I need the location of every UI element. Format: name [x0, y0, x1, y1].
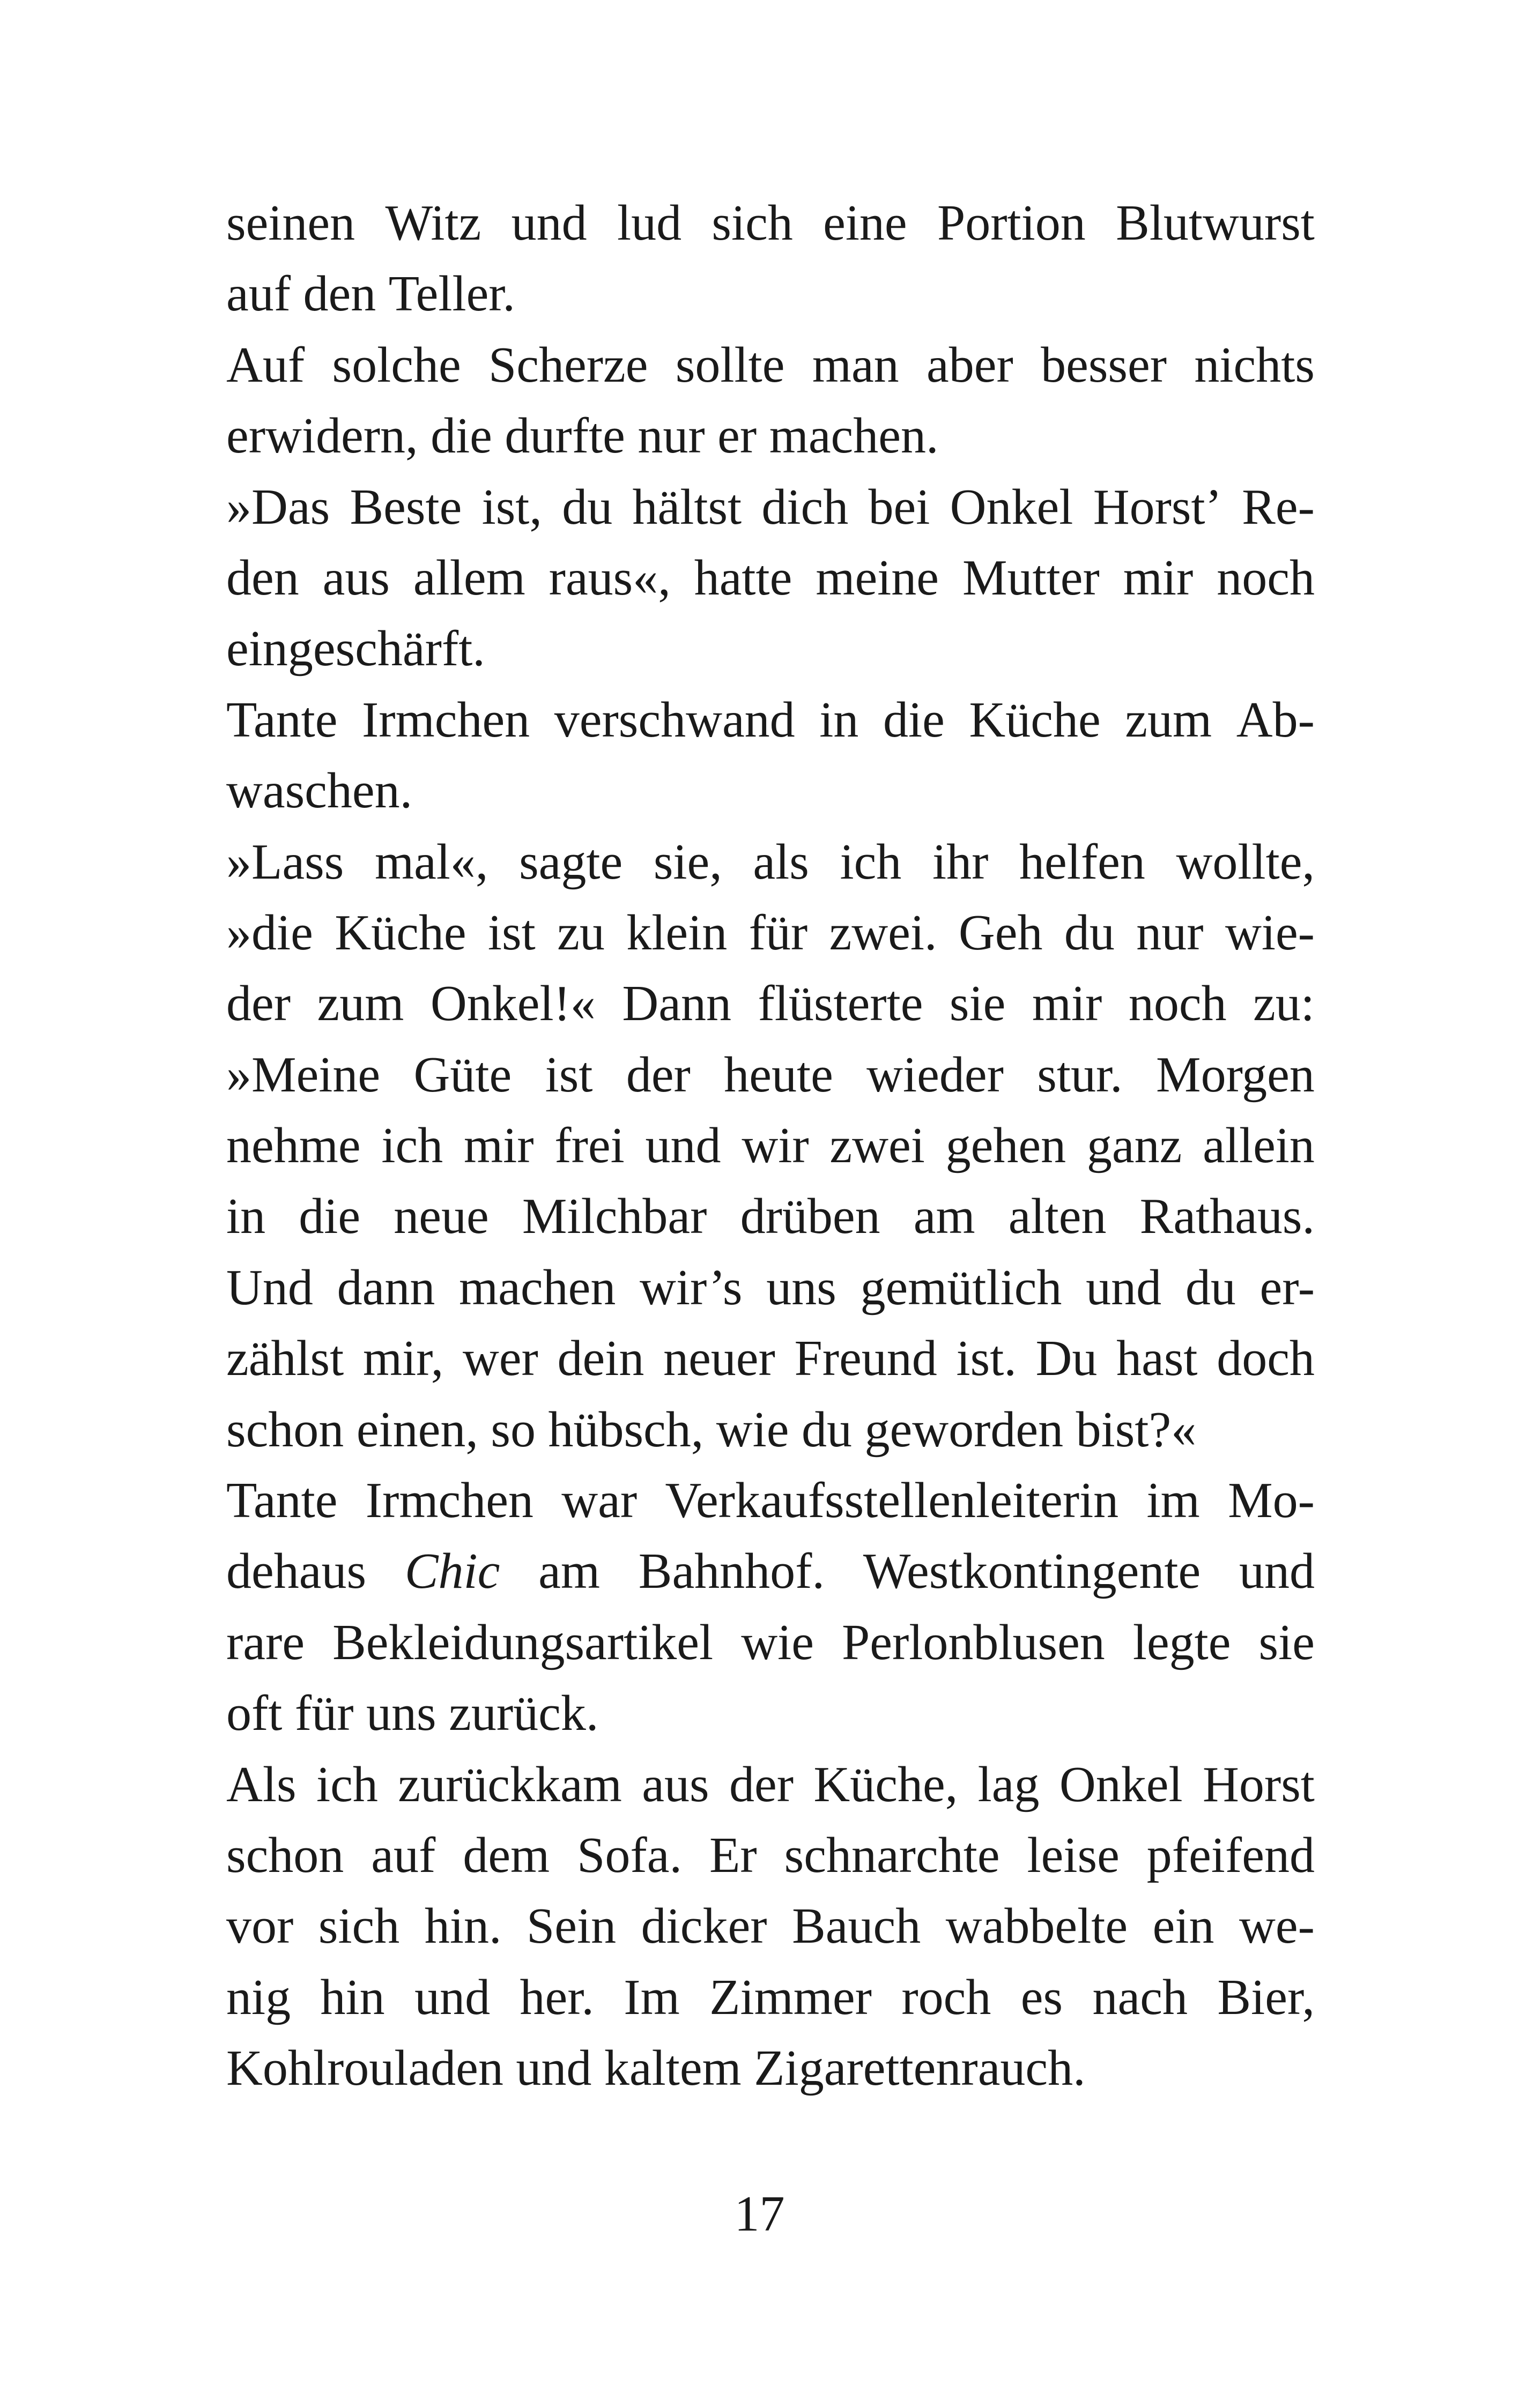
word: und [511, 195, 587, 251]
word: Als [226, 1756, 297, 1812]
word: Beste [350, 479, 462, 535]
text-line [226, 1252, 1315, 1323]
word: Auf [226, 337, 305, 393]
word: kaltem [604, 2040, 742, 2097]
text-line [226, 1749, 1315, 1820]
word: pfeifend [1146, 1827, 1315, 1883]
word: eingeschärft. [226, 621, 485, 677]
word: den [303, 266, 376, 322]
word: und [1086, 1259, 1162, 1316]
word: einen, [356, 1401, 478, 1458]
word: nach [1092, 1969, 1188, 2025]
word: Mo- [1228, 1473, 1315, 1529]
word: Portion [937, 195, 1086, 251]
word: oft [226, 1685, 283, 1742]
word: Sofa. [577, 1827, 682, 1883]
word: und [516, 2040, 592, 2097]
word: Chic [404, 1543, 500, 1600]
word: gehen [945, 1118, 1066, 1174]
word: aus [322, 549, 390, 606]
word: dann [337, 1259, 435, 1316]
word: die [299, 1188, 361, 1245]
word: der [729, 1756, 794, 1812]
text-line [226, 1323, 1315, 1394]
word: allem [413, 549, 525, 606]
word: ich [316, 1756, 378, 1812]
word: Milchbar [522, 1188, 707, 1245]
word: eine [823, 195, 907, 251]
word: Geh [958, 904, 1043, 961]
word: du [1185, 1259, 1236, 1316]
word: Witz [385, 195, 481, 251]
word: zwei [829, 1118, 925, 1174]
word: zurück. [449, 1685, 599, 1742]
word: legte [1132, 1614, 1231, 1670]
word: uns [766, 1259, 836, 1316]
word: der [226, 976, 291, 1032]
word: Dann [622, 976, 731, 1032]
word: wabbelte [945, 1898, 1128, 1954]
text-line [226, 1820, 1315, 1891]
word: stur. [1037, 1046, 1123, 1103]
word: frei [554, 1118, 625, 1174]
word: doch [1217, 1331, 1315, 1387]
word: Tante [226, 692, 338, 748]
text-line [226, 827, 1315, 897]
word: wer [462, 1331, 538, 1387]
word: Verkaufsstellenleiterin [665, 1473, 1119, 1529]
word: am [538, 1543, 600, 1600]
word: ich [381, 1118, 443, 1174]
word: helfen [1019, 834, 1145, 890]
word: aber [927, 337, 1013, 393]
word: Freund [794, 1331, 937, 1387]
word: Sein [527, 1898, 617, 1954]
word: Irmchen [365, 1473, 533, 1529]
text-line [226, 755, 1315, 826]
word: schon [226, 1401, 344, 1458]
word: zu: [1253, 976, 1315, 1032]
word: mir [1032, 976, 1102, 1032]
word: ganz [1086, 1118, 1182, 1174]
word: lag [977, 1756, 1040, 1812]
word: nur [1136, 904, 1204, 961]
word: ist [545, 1046, 593, 1103]
word: wir’s [640, 1259, 743, 1316]
word: sie [1258, 1614, 1315, 1670]
word: in [226, 1188, 266, 1245]
text-line [226, 1110, 1315, 1181]
word: wie [741, 1614, 814, 1670]
word: mal«, [374, 834, 488, 890]
word: Onkel [1059, 1756, 1183, 1812]
word: Zigarettenrauch. [754, 2040, 1086, 2097]
word: sich [318, 1898, 400, 1954]
word: schnarchte [784, 1827, 1000, 1883]
word: verschwand [554, 692, 795, 748]
word: er- [1259, 1259, 1315, 1316]
word: es [1020, 1969, 1063, 2025]
word: Er [709, 1827, 757, 1883]
word: Küche [969, 692, 1101, 748]
word: dich [761, 479, 849, 535]
word: alten [1008, 1188, 1107, 1245]
word: als [753, 834, 809, 890]
word: seinen [226, 195, 355, 251]
word: allein [1203, 1118, 1315, 1174]
word: Morgen [1156, 1046, 1315, 1103]
word: er [717, 408, 757, 464]
word: drüben [740, 1188, 880, 1245]
word: zu [557, 904, 605, 961]
word: ist [487, 904, 536, 961]
word: »die [226, 904, 313, 961]
word: die [883, 692, 945, 748]
word: gemütlich [860, 1259, 1062, 1316]
word: für [294, 1685, 354, 1742]
word: flüsterte [758, 976, 923, 1032]
word: hin [320, 1969, 385, 2025]
word: die [431, 408, 492, 464]
word: sich [712, 195, 793, 251]
word: nig [226, 1969, 291, 2025]
word: Horst [1203, 1756, 1315, 1812]
word: du [1064, 904, 1115, 961]
word: leise [1027, 1827, 1120, 1883]
word: Küche [335, 904, 466, 961]
word: nichts [1194, 337, 1315, 393]
word: her. [520, 1969, 594, 2025]
word: geworden [864, 1401, 1064, 1458]
word: du [802, 1401, 853, 1458]
word: Kohlrouladen [226, 2040, 503, 2097]
word: mir [463, 1118, 534, 1174]
word: besser [1041, 337, 1167, 393]
word: Küche, [813, 1756, 958, 1812]
word: für [749, 904, 808, 961]
word: lud [617, 195, 682, 251]
word: Du [1035, 1331, 1098, 1387]
word: »Das [226, 479, 330, 535]
word: neuer [663, 1331, 775, 1387]
word: mir, [362, 1331, 444, 1387]
word: man [812, 337, 899, 393]
text-line [226, 542, 1315, 613]
word: wie [716, 1401, 789, 1458]
word: in [819, 692, 859, 748]
word: wie- [1225, 904, 1315, 961]
word: zurückkam [398, 1756, 622, 1812]
word: Perlonblusen [841, 1614, 1105, 1670]
word: wir [742, 1118, 809, 1174]
word: ist, [481, 479, 542, 535]
word: dicker [641, 1898, 767, 1954]
word: ist. [956, 1331, 1017, 1387]
word: sie [949, 976, 1006, 1032]
word: sollte [675, 337, 785, 393]
word: zum [317, 976, 404, 1032]
word: Zimmer [709, 1969, 872, 2025]
word: hast [1116, 1331, 1198, 1387]
word: und [1239, 1543, 1315, 1600]
word: noch [1128, 976, 1227, 1032]
word: und [645, 1118, 721, 1174]
page-number: 17 [734, 2186, 785, 2242]
word: so [491, 1401, 536, 1458]
word: Scherze [488, 337, 648, 393]
text-line [226, 1891, 1315, 1961]
word: zum [1125, 692, 1212, 748]
word: Bier, [1217, 1969, 1315, 2025]
word: mir [1123, 549, 1194, 606]
text-line [226, 613, 1315, 684]
word: im [1146, 1473, 1200, 1529]
text-line [226, 685, 1315, 755]
word: zwei. [829, 904, 937, 961]
word: dem [463, 1827, 550, 1883]
word: vor [226, 1898, 294, 1954]
word: Onkel!« [430, 976, 596, 1032]
word: bist?« [1076, 1401, 1197, 1458]
word: du [562, 479, 613, 535]
word: nur [638, 408, 705, 464]
text-line [226, 1181, 1315, 1252]
text-line [226, 1536, 1315, 1607]
word: hin. [424, 1898, 502, 1954]
word: noch [1217, 549, 1315, 606]
text-line [226, 968, 1315, 1039]
word: auf [371, 1827, 436, 1883]
body-text [226, 188, 1315, 2104]
text-line [226, 188, 1315, 258]
word: und [414, 1969, 491, 2025]
word: Irmchen [362, 692, 530, 748]
text-line [226, 400, 1315, 471]
word: neue [394, 1188, 489, 1245]
word: auf [226, 266, 291, 322]
text-line [226, 1962, 1315, 2033]
word: Teller. [388, 266, 515, 322]
word: Onkel [950, 479, 1073, 535]
word: Westkontingente [863, 1543, 1201, 1600]
word: aus [642, 1756, 709, 1812]
word: am [913, 1188, 975, 1245]
text-line [226, 897, 1315, 968]
text-line [226, 1678, 1315, 1749]
word: dehaus [226, 1543, 367, 1600]
word: heute [724, 1046, 833, 1103]
word: »Meine [226, 1046, 381, 1103]
word: sie, [653, 834, 722, 890]
text-line [226, 472, 1315, 542]
word: hältst [632, 479, 742, 535]
word: machen. [769, 408, 939, 464]
word: den [226, 549, 299, 606]
word: Tante [226, 1473, 338, 1529]
word: hübsch, [548, 1401, 704, 1458]
word: hatte [694, 549, 792, 606]
word: wollte, [1176, 834, 1315, 890]
word: zählst [226, 1331, 344, 1387]
text-line [226, 258, 1315, 329]
word: wieder [866, 1046, 1004, 1103]
word: sagte [519, 834, 623, 890]
word: ihr [932, 834, 989, 890]
word: Und [226, 1259, 313, 1316]
word: uns [366, 1685, 436, 1742]
word: rare [226, 1614, 305, 1670]
word: schon [226, 1827, 344, 1883]
word: meine [816, 549, 939, 606]
word: Re- [1242, 479, 1315, 535]
word: Ab- [1236, 692, 1315, 748]
text-line [226, 330, 1315, 400]
word: machen [459, 1259, 616, 1316]
text-line [226, 1465, 1315, 1536]
word: ein [1152, 1898, 1214, 1954]
word: »Lass [226, 834, 344, 890]
word: Blutwurst [1116, 195, 1315, 251]
text-line [226, 1039, 1315, 1110]
word: nehme [226, 1118, 361, 1174]
word: raus«, [549, 549, 671, 606]
text-line [226, 1394, 1315, 1465]
word: we- [1239, 1898, 1315, 1954]
word: solche [332, 337, 461, 393]
word: roch [901, 1969, 991, 2025]
word: Bahnhof. [638, 1543, 825, 1600]
text-line [226, 2033, 1315, 2104]
word: ich [840, 834, 902, 890]
word: dein [557, 1331, 644, 1387]
word: Rathaus. [1139, 1188, 1315, 1245]
word: Horst’ [1093, 479, 1222, 535]
text-line [226, 1607, 1315, 1678]
word: klein [626, 904, 728, 961]
word: war [561, 1473, 638, 1529]
word: erwidern, [226, 408, 418, 464]
word: Bauch [792, 1898, 921, 1954]
word: Im [624, 1969, 680, 2025]
word: waschen. [226, 763, 413, 819]
word: der [626, 1046, 691, 1103]
word: bei [868, 479, 930, 535]
word: Bekleidungsartikel [332, 1614, 714, 1670]
word: Mutter [962, 549, 1100, 606]
word: durfte [505, 408, 625, 464]
word: Güte [413, 1046, 512, 1103]
